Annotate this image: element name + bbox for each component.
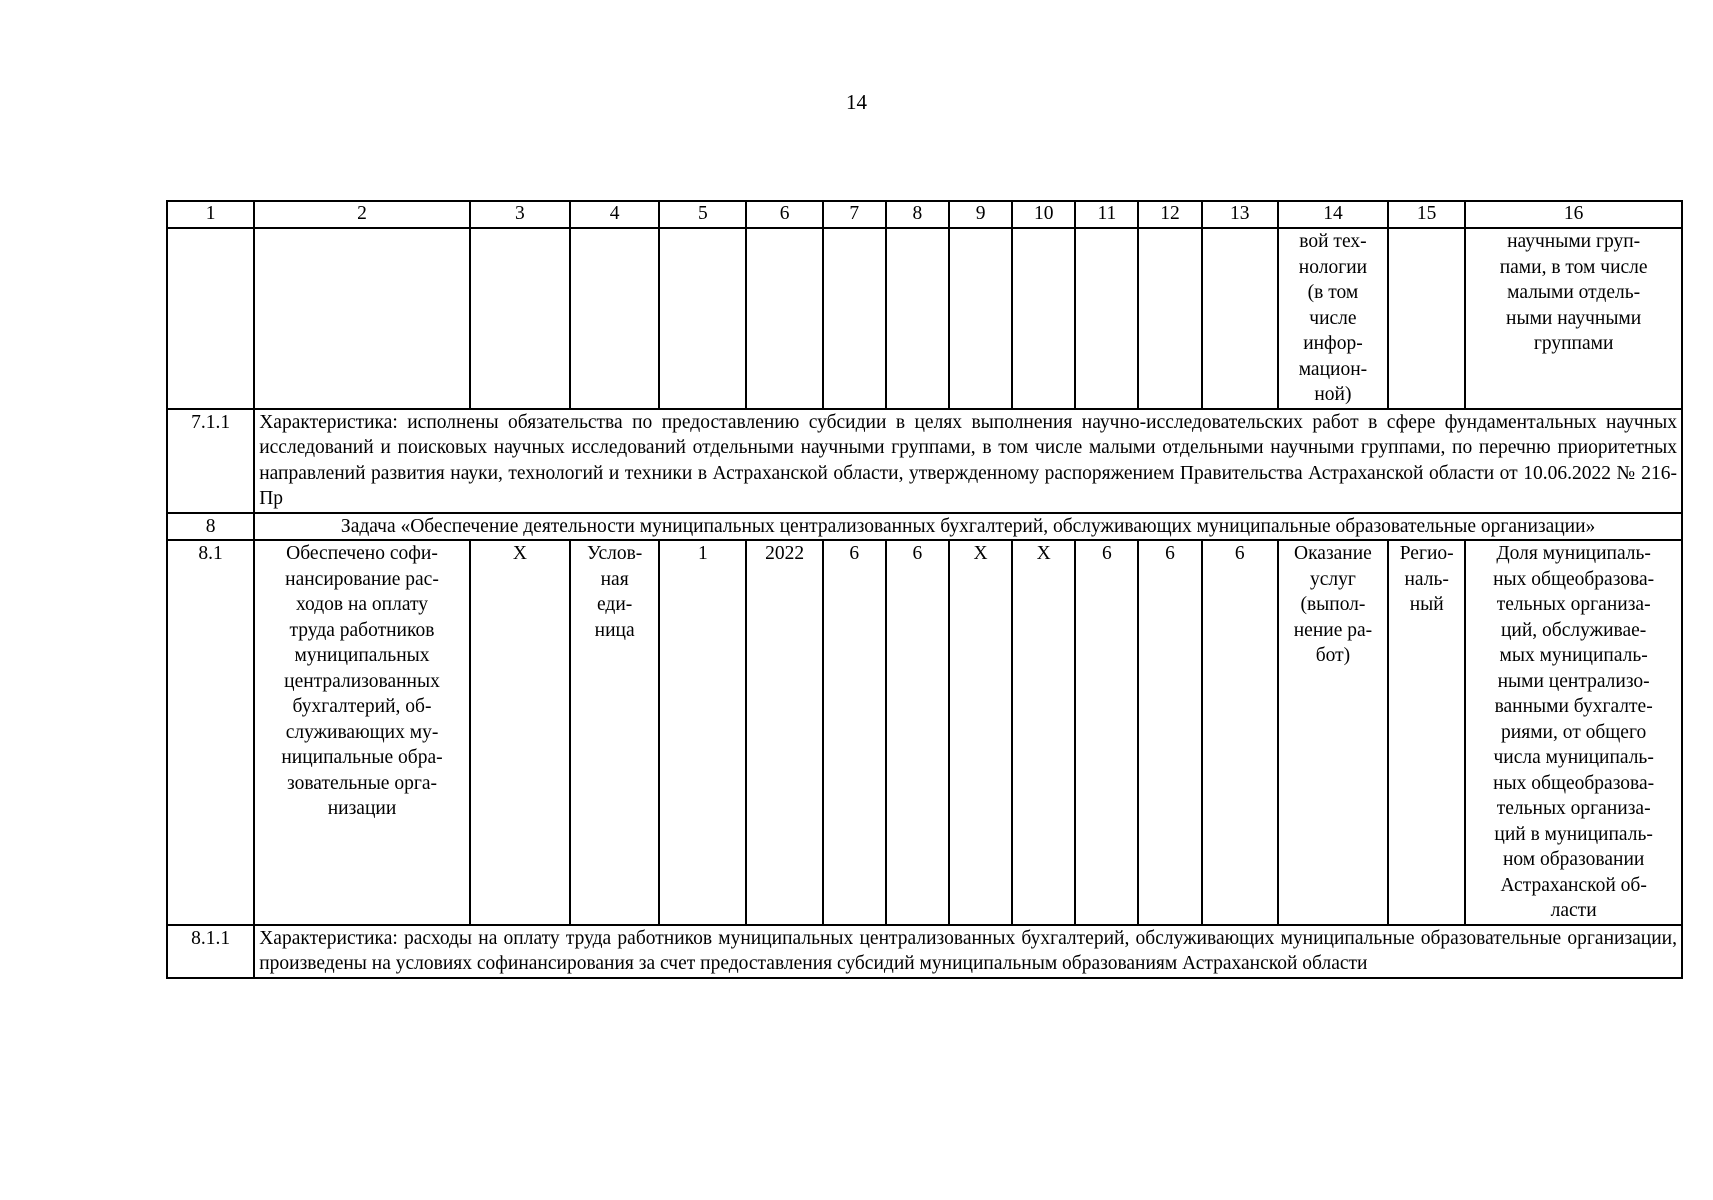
- column-number: 3: [470, 201, 570, 228]
- cell-col3: Х: [470, 540, 570, 925]
- empty-cell: [1202, 228, 1278, 409]
- indicator-cell: Доля муниципаль- ных общеобразова- тельных организа- ций, обслуживае- мых муниципаль- ными централизо- ванными бухгалте- риями, от общего числа муниципаль- ных общеобразова- тельных организа- ций в муниципаль- ном образовании Астраханской об- ласти: [1465, 540, 1682, 925]
- unit-cell: Услов- ная еди- ница: [570, 540, 659, 925]
- empty-cell: [886, 228, 949, 409]
- base-year-cell: 2022: [746, 540, 822, 925]
- column-number: 15: [1388, 201, 1465, 228]
- characteristic-text: Характеристика: расходы на оплату труда работников муниципальных централизованных бухгалтерий, обслуживающих муниципальные образовательные организации, произведены на условиях софинансирования за счет предоставления субсидий муниципальным образованиям Астраханской области: [254, 925, 1682, 978]
- empty-cell: [746, 228, 822, 409]
- indicator-cell: научными груп- пами, в том числе малыми отдель- ными научными группами: [1465, 228, 1682, 409]
- column-number: 7: [823, 201, 886, 228]
- page-number: 14: [846, 90, 867, 114]
- empty-cell: [1138, 228, 1201, 409]
- empty-cell: [1075, 228, 1138, 409]
- empty-cell: [1012, 228, 1075, 409]
- empty-cell: [570, 228, 659, 409]
- result-row-8-1: [167, 540, 1682, 925]
- column-number: 11: [1075, 201, 1138, 228]
- characteristic-row-7-1-1: [167, 409, 1682, 513]
- characteristic-text: Характеристика: исполнены обязательства по предоставлению субсидии в целях выполнения научно-исследовательских работ в сфере фундаментальных научных исследований и поисковых научных исследований отдельными научными группами, в том числе малыми отдельными научными группами, по перечню приоритетных направлений развития науки, технологий и техники в Астраханской области, утвержденному распоряжением Правительства Астраханской области от 10.06.2022 № 216-Пр: [254, 409, 1682, 513]
- row-number: 8: [167, 513, 254, 541]
- cell-col8: 6: [886, 540, 949, 925]
- empty-cell: [823, 228, 886, 409]
- empty-cell: [254, 228, 470, 409]
- column-number: 1: [167, 201, 254, 228]
- characteristic-row-8-1-1: [167, 925, 1682, 978]
- column-number: 14: [1278, 201, 1388, 228]
- column-number: 10: [1012, 201, 1075, 228]
- cell-col7: 6: [823, 540, 886, 925]
- row-number: 8.1.1: [167, 925, 254, 978]
- result-type-cell: Оказание услуг (выпол- нение ра- бот): [1278, 540, 1388, 925]
- task-text: Задача «Обеспечение деятельности муниципальных централизованных бухгалтерий, обслуживающих муниципальные образовательные организации»: [254, 513, 1682, 541]
- task-row-8: [167, 513, 1682, 541]
- cell-col11: 6: [1075, 540, 1138, 925]
- cell-col10: Х: [1012, 540, 1075, 925]
- column-number: 8: [886, 201, 949, 228]
- column-number: 6: [746, 201, 822, 228]
- technology-type-cell: вой тех- нологии (в том числе инфор- мацион- ной): [1278, 228, 1388, 409]
- cell-col9: Х: [949, 540, 1012, 925]
- empty-cell: [949, 228, 1012, 409]
- empty-cell: [167, 228, 254, 409]
- program-table: [166, 200, 1683, 979]
- level-cell: Регио- наль- ный: [1388, 540, 1465, 925]
- column-number: 2: [254, 201, 470, 228]
- row-number: 8.1: [167, 540, 254, 925]
- column-number: 5: [659, 201, 746, 228]
- empty-cell: [659, 228, 746, 409]
- empty-cell: [470, 228, 570, 409]
- column-number: 12: [1138, 201, 1201, 228]
- column-number: 16: [1465, 201, 1682, 228]
- continuation-row: [167, 228, 1682, 409]
- result-name-cell: Обеспечено софи- нансирование рас- ходов на оплату труда работников муниципальных централизованных бухгалтерий, об- служивающих му- ниципальные обра- зовательные орга- низации: [254, 540, 470, 925]
- cell-col12: 6: [1138, 540, 1201, 925]
- empty-cell: [1388, 228, 1465, 409]
- column-number-row: [167, 201, 1682, 228]
- cell-col13: 6: [1202, 540, 1278, 925]
- row-number: 7.1.1: [167, 409, 254, 513]
- column-number: 9: [949, 201, 1012, 228]
- column-number: 13: [1202, 201, 1278, 228]
- base-value-cell: 1: [659, 540, 746, 925]
- column-number: 4: [570, 201, 659, 228]
